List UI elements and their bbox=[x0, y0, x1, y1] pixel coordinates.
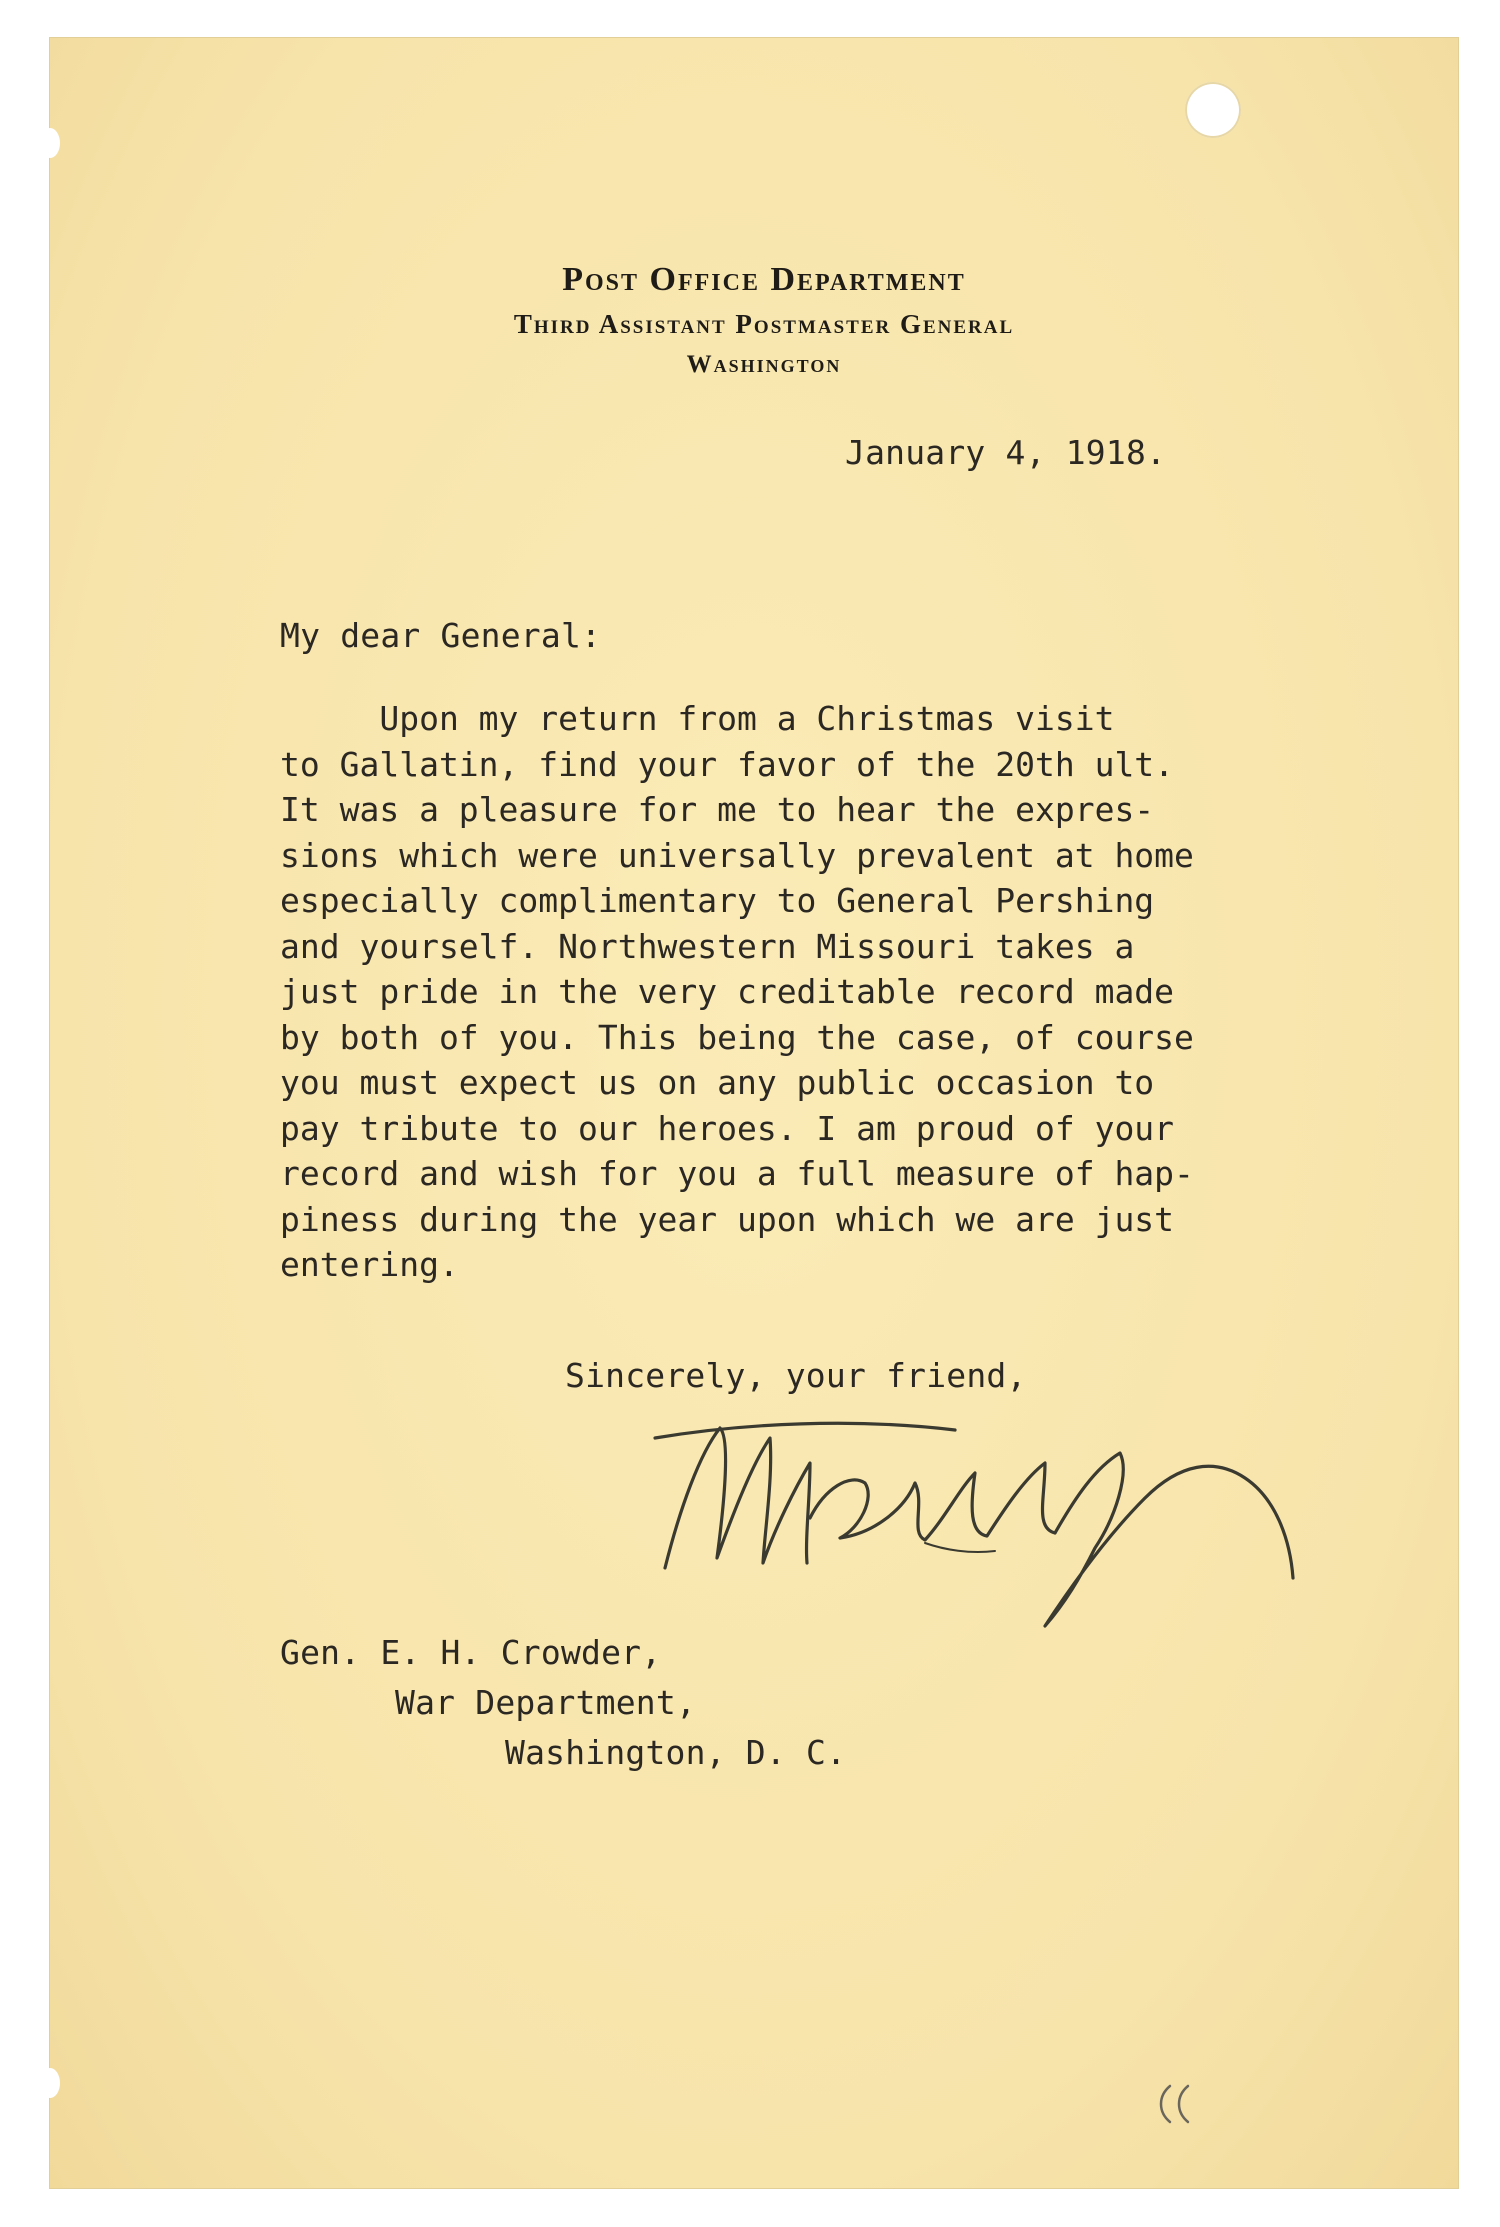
letterhead-city: Washington bbox=[686, 351, 842, 378]
letter-page bbox=[50, 38, 1458, 2188]
letterhead-office: Third Assistant Postmaster General bbox=[513, 309, 1015, 339]
pencil-mark bbox=[1150, 2078, 1210, 2128]
letter-body bbox=[280, 696, 1194, 1288]
body-line: entering. bbox=[280, 1245, 459, 1284]
body-line: to Gallatin, find your favor of the 20th ult. bbox=[280, 744, 1175, 784]
letter-date: January 4, 1918. bbox=[845, 433, 1167, 472]
letterhead-department: Post Office Department bbox=[562, 261, 966, 298]
punch-hole-top bbox=[1185, 82, 1241, 138]
body-line: and yourself. Northwestern Missouri takes a bbox=[280, 926, 1135, 966]
edge-notch-top bbox=[40, 128, 60, 158]
body-line: record and wish for you a full measure of hap- bbox=[280, 1154, 1194, 1193]
body-line: you must expect us on any public occasion to bbox=[280, 1063, 1155, 1102]
body-line: sions which were universally prevalent at home bbox=[280, 835, 1194, 875]
body-line: Upon my return from a Christmas visit bbox=[280, 699, 1115, 738]
body-line: by both of you. This being the case, of course bbox=[280, 1017, 1194, 1057]
closing: Sincerely, your friend, bbox=[565, 1356, 1027, 1395]
body-line: just pride in the very creditable record made bbox=[280, 972, 1175, 1011]
salutation: My dear General: bbox=[280, 616, 602, 655]
body-line: It was a pleasure for me to hear the expres- bbox=[280, 790, 1155, 829]
recipient-city: Washington, D. C. bbox=[505, 1733, 847, 1772]
recipient-name: Gen. E. H. Crowder, bbox=[280, 1633, 662, 1672]
recipient-department: War Department, bbox=[395, 1683, 697, 1722]
edge-notch-bottom bbox=[40, 2068, 60, 2098]
body-line: piness during the year upon which we are just bbox=[280, 1199, 1175, 1239]
body-line: pay tribute to our heroes. I am proud of your bbox=[280, 1108, 1175, 1148]
handwritten-signature bbox=[625, 1368, 1305, 1648]
body-line: especially complimentary to General Pershing bbox=[280, 881, 1155, 920]
